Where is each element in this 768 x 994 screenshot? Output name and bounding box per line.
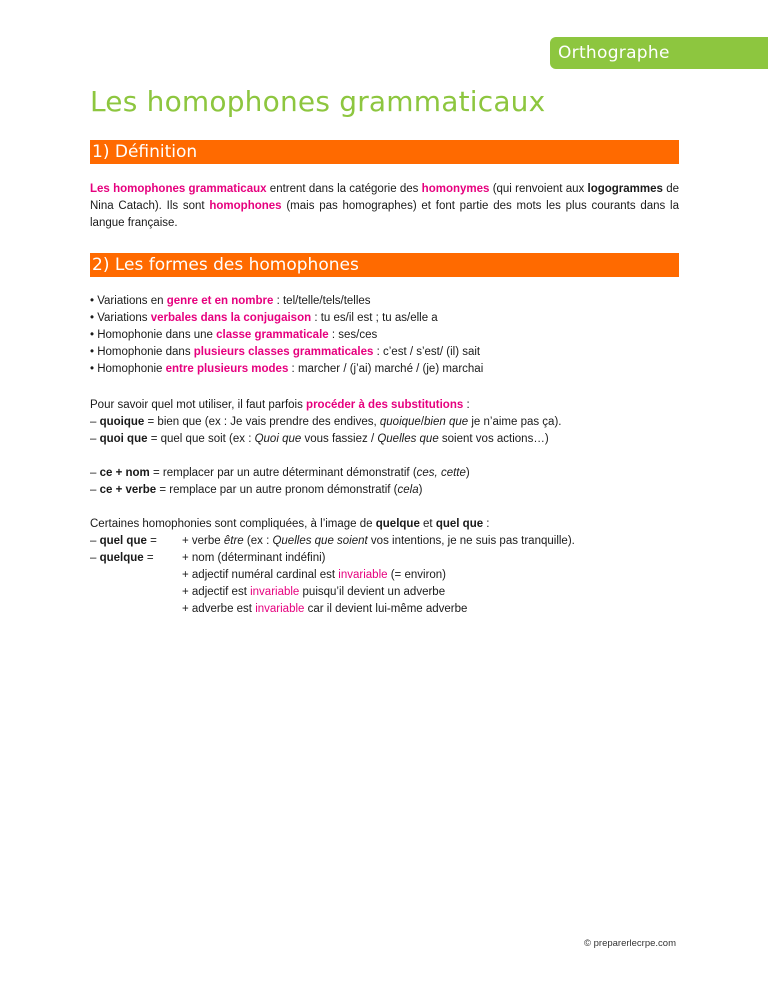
- section-heading-definition: 1) Définition: [90, 140, 679, 164]
- ce-nom-line: – ce + nom = remplacer par un autre déterminant démonstratif (ces, cette): [90, 467, 470, 479]
- forms-bullet-list: [90, 293, 679, 378]
- quelque-line: – quelque = + nom (déterminant indéfini): [90, 552, 326, 564]
- page-title: Les homophones grammaticaux: [90, 85, 546, 118]
- quelque-sub-line: + adjectif numéral cardinal est invariable (= environ): [182, 569, 447, 581]
- bullet-item: • Variations verbales dans la conjugaison : tu es/il est ; tu as/elle a: [90, 312, 438, 324]
- bullet-item: • Homophonie dans plusieurs classes grammaticales : c’est / s’est/ (il) sait: [90, 346, 481, 358]
- complex-block: [90, 516, 679, 618]
- bullet-item: • Variations en genre et en nombre : tel/telle/tels/telles: [90, 295, 371, 307]
- ce-verbe-line: – ce + verbe = remplace par un autre pronom démonstratif (cela): [90, 484, 423, 496]
- quel-que-line: – quel que = + verbe être (ex : Quelles que soient vos intentions, je ne suis pas tranquille).: [90, 535, 575, 547]
- quoique-line: – quoique = bien que (ex : Je vais prendre des endives, quoique/bien que je n’aime pas ça).: [90, 416, 562, 428]
- copyright-footer: © preparerlecrpe.com: [583, 938, 676, 949]
- bullet-item: • Homophonie entre plusieurs modes : marcher / (j’ai) marché / (je) marchai: [90, 363, 484, 375]
- bullet-item: • Homophonie dans une classe grammaticale : ses/ces: [90, 329, 378, 341]
- quoi-que-line: – quoi que = quel que soit (ex : Quoi que vous fassiez / Quelles que soient vos actions…): [90, 433, 549, 445]
- ce-block: [90, 465, 679, 499]
- section-heading-formes: 2) Les formes des homophones: [90, 253, 679, 277]
- quelque-sub-line: + adjectif est invariable puisqu’il devient un adverbe: [182, 586, 446, 598]
- definition-paragraph: Les homophones grammaticaux entrent dans la catégorie des homonymes (qui renvoient aux logogrammes de Nina Catach). Ils sont homophones (mais pas homographes) et font partie des mots les plus courants dans la langue française.: [90, 183, 679, 229]
- complex-intro: Certaines homophonies sont compliquées, à l’image de quelque et quel que :: [90, 518, 490, 530]
- substitution-block: [90, 397, 679, 448]
- substitution-intro: Pour savoir quel mot utiliser, il faut parfois procéder à des substitutions :: [90, 399, 470, 411]
- quelque-sub-line: + adverbe est invariable car il devient lui-même adverbe: [182, 603, 468, 615]
- category-tag: Orthographe: [550, 37, 768, 69]
